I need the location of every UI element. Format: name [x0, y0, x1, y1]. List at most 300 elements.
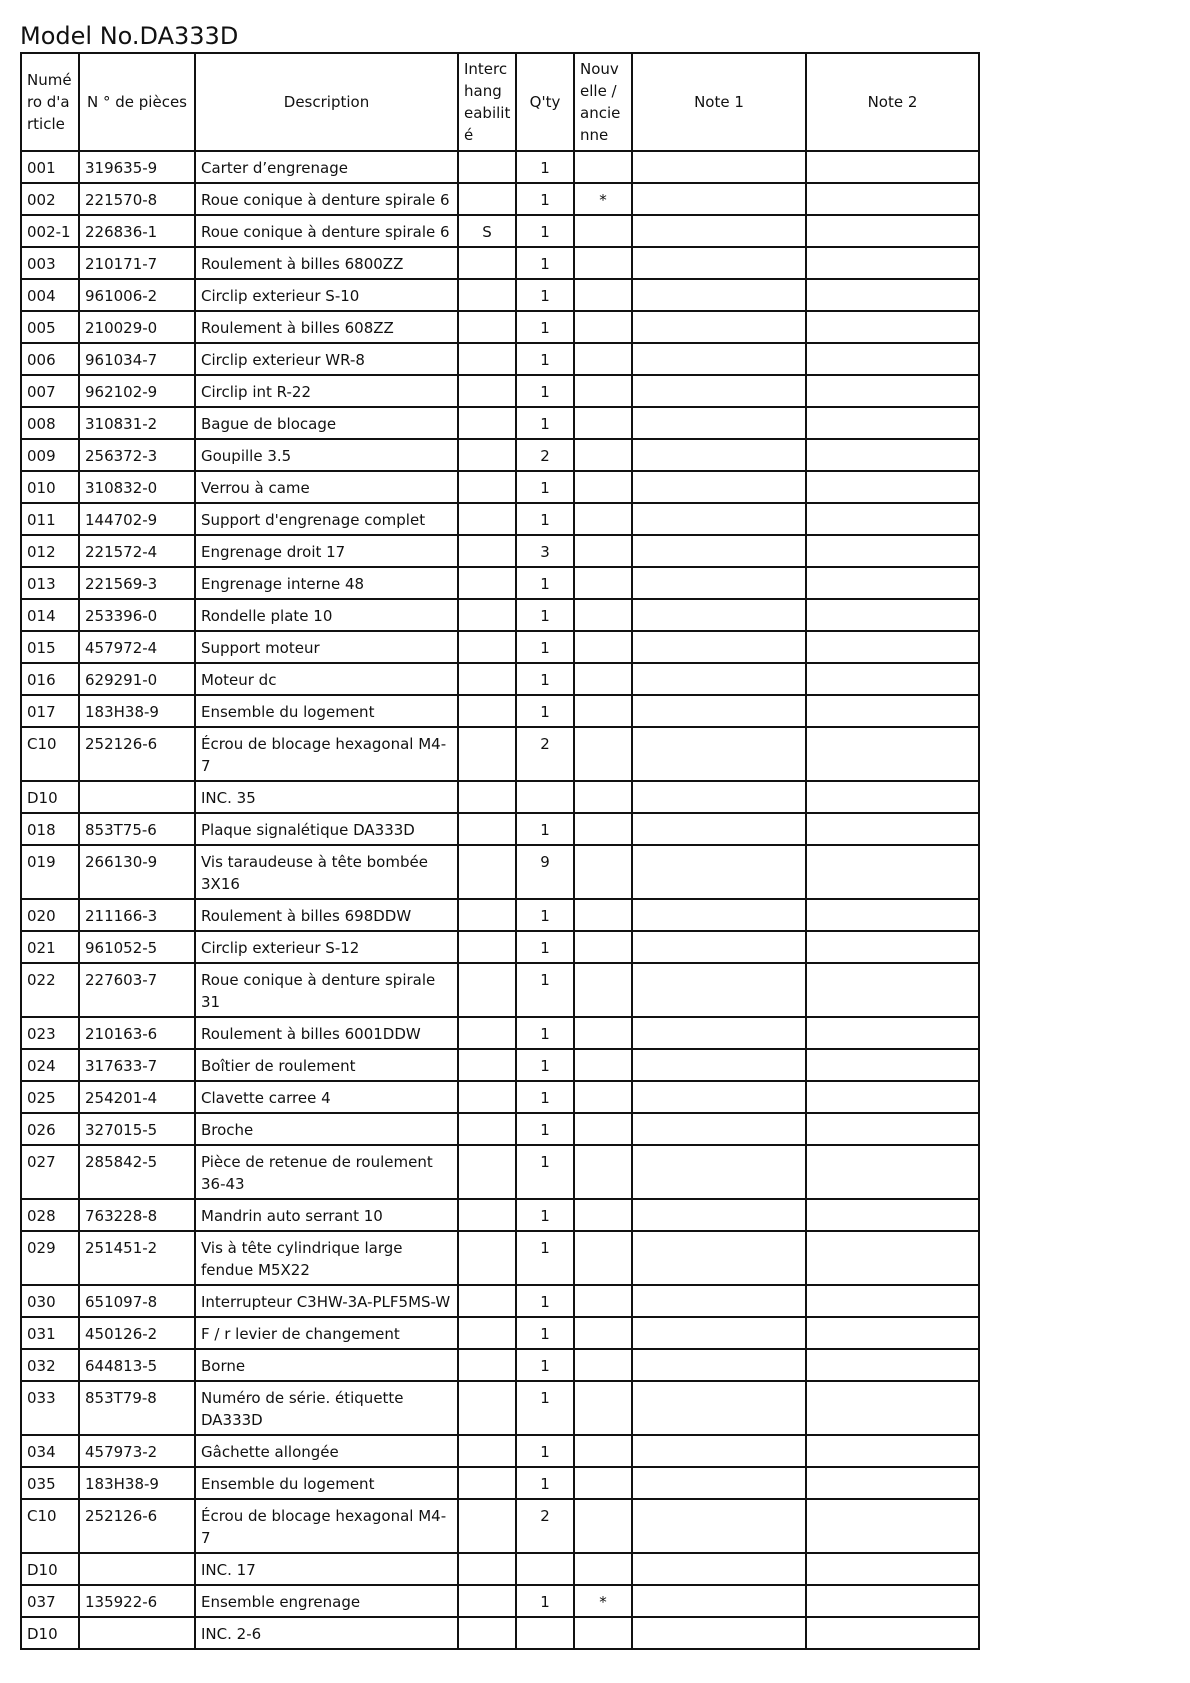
new-old-cell — [574, 215, 632, 247]
part-number-cell: 253396-0 — [79, 599, 195, 631]
description-cell: Roue conique à denture spirale 6 — [195, 183, 458, 215]
note-1-cell — [632, 845, 806, 899]
note-1-cell — [632, 1467, 806, 1499]
note-1-cell — [632, 471, 806, 503]
interchangeability-cell — [458, 1553, 516, 1585]
part-number-cell: 317633-7 — [79, 1049, 195, 1081]
item-number-cell: 020 — [21, 899, 79, 931]
note-1-cell — [632, 663, 806, 695]
description-cell: Numéro de série. étiquette DA333D — [195, 1381, 458, 1435]
interchangeability-cell — [458, 1017, 516, 1049]
new-old-cell — [574, 1349, 632, 1381]
quantity-cell: 1 — [516, 813, 574, 845]
table-row — [21, 311, 979, 343]
quantity-cell: 1 — [516, 1113, 574, 1145]
description-cell: Support moteur — [195, 631, 458, 663]
note-2-cell — [806, 781, 979, 813]
interchangeability-cell — [458, 535, 516, 567]
new-old-cell — [574, 1467, 632, 1499]
part-number-cell: 226836-1 — [79, 215, 195, 247]
new-old-cell — [574, 311, 632, 343]
new-old-cell — [574, 567, 632, 599]
part-number-cell: 651097-8 — [79, 1285, 195, 1317]
note-2-cell — [806, 1499, 979, 1553]
table-row — [21, 899, 979, 931]
item-number-cell: 021 — [21, 931, 79, 963]
note-1-cell — [632, 1231, 806, 1285]
part-number-cell: 763228-8 — [79, 1199, 195, 1231]
description-cell: Gâchette allongée — [195, 1435, 458, 1467]
note-2-cell — [806, 471, 979, 503]
table-row — [21, 471, 979, 503]
table-row — [21, 1113, 979, 1145]
interchangeability-cell — [458, 439, 516, 471]
note-2-cell — [806, 439, 979, 471]
quantity-cell: 1 — [516, 631, 574, 663]
interchangeability-cell — [458, 1113, 516, 1145]
item-number-cell: 033 — [21, 1381, 79, 1435]
interchangeability-cell — [458, 813, 516, 845]
table-row — [21, 375, 979, 407]
part-number-cell: 310832-0 — [79, 471, 195, 503]
table-row — [21, 1145, 979, 1199]
new-old-cell — [574, 535, 632, 567]
description-cell: Clavette carree 4 — [195, 1081, 458, 1113]
quantity-cell: 2 — [516, 439, 574, 471]
table-row — [21, 1435, 979, 1467]
note-1-cell — [632, 343, 806, 375]
part-number-cell: 183H38-9 — [79, 695, 195, 727]
note-1-cell — [632, 407, 806, 439]
quantity-cell: 2 — [516, 1499, 574, 1553]
quantity-cell: 1 — [516, 1199, 574, 1231]
quantity-cell: 3 — [516, 535, 574, 567]
interchangeability-cell — [458, 503, 516, 535]
item-number-cell: 012 — [21, 535, 79, 567]
new-old-cell — [574, 1381, 632, 1435]
table-row — [21, 279, 979, 311]
item-number-cell: 017 — [21, 695, 79, 727]
interchangeability-cell — [458, 279, 516, 311]
note-2-cell — [806, 1049, 979, 1081]
new-old-cell — [574, 1199, 632, 1231]
note-1-cell — [632, 899, 806, 931]
new-old-cell — [574, 343, 632, 375]
new-old-cell — [574, 1435, 632, 1467]
interchangeability-cell — [458, 1081, 516, 1113]
interchangeability-cell — [458, 599, 516, 631]
quantity-cell: 1 — [516, 1145, 574, 1199]
table-row — [21, 663, 979, 695]
note-1-cell — [632, 375, 806, 407]
interchangeability-cell — [458, 1199, 516, 1231]
interchangeability-cell — [458, 151, 516, 183]
interchangeability-cell — [458, 183, 516, 215]
item-number-cell: 022 — [21, 963, 79, 1017]
new-old-cell — [574, 1617, 632, 1649]
table-row — [21, 151, 979, 183]
interchangeability-cell — [458, 375, 516, 407]
item-number-cell: D10 — [21, 781, 79, 813]
interchangeability-cell — [458, 343, 516, 375]
new-old-cell: * — [574, 1585, 632, 1617]
quantity-cell: 1 — [516, 695, 574, 727]
note-1-cell — [632, 503, 806, 535]
item-number-cell: 005 — [21, 311, 79, 343]
note-1-cell — [632, 599, 806, 631]
note-1-cell — [632, 215, 806, 247]
part-number-cell: 266130-9 — [79, 845, 195, 899]
quantity-cell: 1 — [516, 215, 574, 247]
table-row — [21, 813, 979, 845]
header-new-old: Nouv elle / ancie nne — [574, 53, 632, 151]
description-cell: Ensemble du logement — [195, 1467, 458, 1499]
description-cell: Support d'engrenage complet — [195, 503, 458, 535]
note-1-cell — [632, 1199, 806, 1231]
item-number-cell: 037 — [21, 1585, 79, 1617]
note-2-cell — [806, 813, 979, 845]
description-cell: Vis taraudeuse à tête bombée 3X16 — [195, 845, 458, 899]
part-number-cell: 853T79-8 — [79, 1381, 195, 1435]
item-number-cell: 013 — [21, 567, 79, 599]
quantity-cell: 1 — [516, 279, 574, 311]
new-old-cell — [574, 503, 632, 535]
note-2-cell — [806, 899, 979, 931]
interchangeability-cell — [458, 1285, 516, 1317]
part-number-cell — [79, 781, 195, 813]
description-cell: Rondelle plate 10 — [195, 599, 458, 631]
item-number-cell: 006 — [21, 343, 79, 375]
item-number-cell: 029 — [21, 1231, 79, 1285]
note-1-cell — [632, 631, 806, 663]
description-cell: Moteur dc — [195, 663, 458, 695]
note-2-cell — [806, 1317, 979, 1349]
description-cell: Verrou à came — [195, 471, 458, 503]
table-row — [21, 183, 979, 215]
new-old-cell — [574, 247, 632, 279]
note-1-cell — [632, 151, 806, 183]
note-1-cell — [632, 1017, 806, 1049]
description-cell: INC. 2-6 — [195, 1617, 458, 1649]
description-cell: INC. 35 — [195, 781, 458, 813]
quantity-cell: 2 — [516, 727, 574, 781]
item-number-cell: 032 — [21, 1349, 79, 1381]
interchangeability-cell — [458, 963, 516, 1017]
description-cell: Interrupteur C3HW-3A-PLF5MS-W — [195, 1285, 458, 1317]
note-2-cell — [806, 247, 979, 279]
table-row — [21, 963, 979, 1017]
quantity-cell: 1 — [516, 375, 574, 407]
item-number-cell: D10 — [21, 1617, 79, 1649]
new-old-cell — [574, 1553, 632, 1585]
table-row — [21, 695, 979, 727]
description-cell: Goupille 3.5 — [195, 439, 458, 471]
new-old-cell — [574, 727, 632, 781]
note-2-cell — [806, 1145, 979, 1199]
table-row — [21, 503, 979, 535]
new-old-cell — [574, 375, 632, 407]
part-number-cell: 961052-5 — [79, 931, 195, 963]
interchangeability-cell — [458, 1381, 516, 1435]
note-2-cell — [806, 407, 979, 439]
item-number-cell: 001 — [21, 151, 79, 183]
note-1-cell — [632, 1049, 806, 1081]
new-old-cell — [574, 1499, 632, 1553]
part-number-cell — [79, 1553, 195, 1585]
table-row — [21, 1617, 979, 1649]
table-row — [21, 1017, 979, 1049]
table-row — [21, 535, 979, 567]
quantity-cell — [516, 1617, 574, 1649]
quantity-cell: 1 — [516, 471, 574, 503]
description-cell: F / r levier de changement — [195, 1317, 458, 1349]
note-2-cell — [806, 663, 979, 695]
part-number-cell: 221572-4 — [79, 535, 195, 567]
interchangeability-cell — [458, 1499, 516, 1553]
quantity-cell: 1 — [516, 1231, 574, 1285]
item-number-cell: 018 — [21, 813, 79, 845]
interchangeability-cell — [458, 1145, 516, 1199]
table-row — [21, 931, 979, 963]
table-row — [21, 1349, 979, 1381]
new-old-cell: * — [574, 183, 632, 215]
interchangeability-cell — [458, 1585, 516, 1617]
item-number-cell: 003 — [21, 247, 79, 279]
part-number-cell: 252126-6 — [79, 727, 195, 781]
table-row — [21, 439, 979, 471]
header-description: Description — [195, 53, 458, 151]
table-row — [21, 845, 979, 899]
interchangeability-cell — [458, 727, 516, 781]
part-number-cell: 450126-2 — [79, 1317, 195, 1349]
quantity-cell: 1 — [516, 247, 574, 279]
note-1-cell — [632, 1081, 806, 1113]
item-number-cell: 011 — [21, 503, 79, 535]
description-cell: Circlip exterieur S-10 — [195, 279, 458, 311]
item-number-cell: C10 — [21, 1499, 79, 1553]
quantity-cell: 1 — [516, 931, 574, 963]
description-cell: Roulement à billes 698DDW — [195, 899, 458, 931]
table-row — [21, 1199, 979, 1231]
description-cell: Bague de blocage — [195, 407, 458, 439]
note-1-cell — [632, 1435, 806, 1467]
note-1-cell — [632, 1285, 806, 1317]
table-row — [21, 1467, 979, 1499]
part-number-cell: 319635-9 — [79, 151, 195, 183]
note-1-cell — [632, 567, 806, 599]
note-1-cell — [632, 1499, 806, 1553]
parts-table — [20, 52, 980, 1650]
quantity-cell: 1 — [516, 599, 574, 631]
new-old-cell — [574, 439, 632, 471]
note-1-cell — [632, 1349, 806, 1381]
new-old-cell — [574, 813, 632, 845]
part-number-cell: 135922-6 — [79, 1585, 195, 1617]
item-number-cell: 034 — [21, 1435, 79, 1467]
description-cell: Roulement à billes 6800ZZ — [195, 247, 458, 279]
table-row — [21, 407, 979, 439]
table-row — [21, 1585, 979, 1617]
interchangeability-cell — [458, 1467, 516, 1499]
header-note-1: Note 1 — [632, 53, 806, 151]
interchangeability-cell — [458, 1349, 516, 1381]
quantity-cell: 1 — [516, 1017, 574, 1049]
description-cell: Roulement à billes 608ZZ — [195, 311, 458, 343]
table-row — [21, 1381, 979, 1435]
description-cell: Pièce de retenue de roulement 36-43 — [195, 1145, 458, 1199]
item-number-cell: 014 — [21, 599, 79, 631]
note-2-cell — [806, 1467, 979, 1499]
new-old-cell — [574, 1285, 632, 1317]
new-old-cell — [574, 1017, 632, 1049]
note-1-cell — [632, 813, 806, 845]
part-number-cell: 210171-7 — [79, 247, 195, 279]
new-old-cell — [574, 631, 632, 663]
quantity-cell: 1 — [516, 1349, 574, 1381]
item-number-cell: 009 — [21, 439, 79, 471]
quantity-cell: 1 — [516, 1317, 574, 1349]
note-2-cell — [806, 279, 979, 311]
part-number-cell — [79, 1617, 195, 1649]
interchangeability-cell — [458, 471, 516, 503]
table-row — [21, 1553, 979, 1585]
item-number-cell: 007 — [21, 375, 79, 407]
description-cell: Roue conique à denture spirale 6 — [195, 215, 458, 247]
table-row — [21, 1499, 979, 1553]
note-1-cell — [632, 1585, 806, 1617]
new-old-cell — [574, 663, 632, 695]
interchangeability-cell — [458, 1049, 516, 1081]
description-cell: Vis à tête cylindrique large fendue M5X22 — [195, 1231, 458, 1285]
new-old-cell — [574, 845, 632, 899]
note-2-cell — [806, 311, 979, 343]
quantity-cell: 1 — [516, 343, 574, 375]
part-number-cell: 227603-7 — [79, 963, 195, 1017]
new-old-cell — [574, 695, 632, 727]
interchangeability-cell — [458, 1435, 516, 1467]
header-interchangeability: Interc hang eabilit é — [458, 53, 516, 151]
note-1-cell — [632, 439, 806, 471]
new-old-cell — [574, 1145, 632, 1199]
note-2-cell — [806, 1199, 979, 1231]
description-cell: Circlip int R-22 — [195, 375, 458, 407]
note-1-cell — [632, 183, 806, 215]
note-2-cell — [806, 151, 979, 183]
item-number-cell: 031 — [21, 1317, 79, 1349]
note-2-cell — [806, 1435, 979, 1467]
interchangeability-cell — [458, 1317, 516, 1349]
part-number-cell: 962102-9 — [79, 375, 195, 407]
part-number-cell: 211166-3 — [79, 899, 195, 931]
header-item-number: Numé ro d'a rticle — [21, 53, 79, 151]
interchangeability-cell — [458, 407, 516, 439]
table-row — [21, 727, 979, 781]
note-2-cell — [806, 567, 979, 599]
interchangeability-cell — [458, 695, 516, 727]
header-part-number: N ° de pièces — [79, 53, 195, 151]
note-2-cell — [806, 1081, 979, 1113]
quantity-cell: 1 — [516, 567, 574, 599]
quantity-cell: 1 — [516, 407, 574, 439]
table-row — [21, 215, 979, 247]
header-quantity: Q'ty — [516, 53, 574, 151]
part-number-cell: 285842-5 — [79, 1145, 195, 1199]
new-old-cell — [574, 1113, 632, 1145]
interchangeability-cell — [458, 663, 516, 695]
part-number-cell: 210029-0 — [79, 311, 195, 343]
quantity-cell: 1 — [516, 1585, 574, 1617]
quantity-cell: 1 — [516, 503, 574, 535]
interchangeability-cell — [458, 311, 516, 343]
part-number-cell: 252126-6 — [79, 1499, 195, 1553]
note-2-cell — [806, 1553, 979, 1585]
part-number-cell: 221569-3 — [79, 567, 195, 599]
interchangeability-cell — [458, 1617, 516, 1649]
item-number-cell: 023 — [21, 1017, 79, 1049]
interchangeability-cell — [458, 781, 516, 813]
note-1-cell — [632, 1113, 806, 1145]
note-1-cell — [632, 279, 806, 311]
parts-table-body — [21, 151, 979, 1649]
table-row — [21, 1081, 979, 1113]
new-old-cell — [574, 1231, 632, 1285]
new-old-cell — [574, 931, 632, 963]
note-1-cell — [632, 781, 806, 813]
interchangeability-cell: S — [458, 215, 516, 247]
part-number-cell: 210163-6 — [79, 1017, 195, 1049]
table-header-row — [21, 53, 979, 151]
quantity-cell: 1 — [516, 1381, 574, 1435]
new-old-cell — [574, 279, 632, 311]
table-row — [21, 247, 979, 279]
description-cell: Mandrin auto serrant 10 — [195, 1199, 458, 1231]
note-2-cell — [806, 1349, 979, 1381]
part-number-cell: 457973-2 — [79, 1435, 195, 1467]
description-cell: Engrenage droit 17 — [195, 535, 458, 567]
interchangeability-cell — [458, 1231, 516, 1285]
note-1-cell — [632, 1617, 806, 1649]
table-row — [21, 599, 979, 631]
item-number-cell: 027 — [21, 1145, 79, 1199]
description-cell: Écrou de blocage hexagonal M4-7 — [195, 1499, 458, 1553]
interchangeability-cell — [458, 567, 516, 599]
note-2-cell — [806, 215, 979, 247]
item-number-cell: 025 — [21, 1081, 79, 1113]
item-number-cell: 002 — [21, 183, 79, 215]
description-cell: Circlip exterieur WR-8 — [195, 343, 458, 375]
description-cell: Plaque signalétique DA333D — [195, 813, 458, 845]
new-old-cell — [574, 1049, 632, 1081]
description-cell: Broche — [195, 1113, 458, 1145]
description-cell: Écrou de blocage hexagonal M4-7 — [195, 727, 458, 781]
note-1-cell — [632, 727, 806, 781]
quantity-cell: 9 — [516, 845, 574, 899]
header-note-2: Note 2 — [806, 53, 979, 151]
item-number-cell: 026 — [21, 1113, 79, 1145]
new-old-cell — [574, 899, 632, 931]
quantity-cell: 1 — [516, 1049, 574, 1081]
note-2-cell — [806, 1113, 979, 1145]
quantity-cell: 1 — [516, 1081, 574, 1113]
description-cell: Ensemble engrenage — [195, 1585, 458, 1617]
table-row — [21, 1285, 979, 1317]
part-number-cell: 629291-0 — [79, 663, 195, 695]
note-2-cell — [806, 599, 979, 631]
description-cell: Engrenage interne 48 — [195, 567, 458, 599]
quantity-cell: 1 — [516, 1285, 574, 1317]
part-number-cell: 327015-5 — [79, 1113, 195, 1145]
note-1-cell — [632, 1145, 806, 1199]
